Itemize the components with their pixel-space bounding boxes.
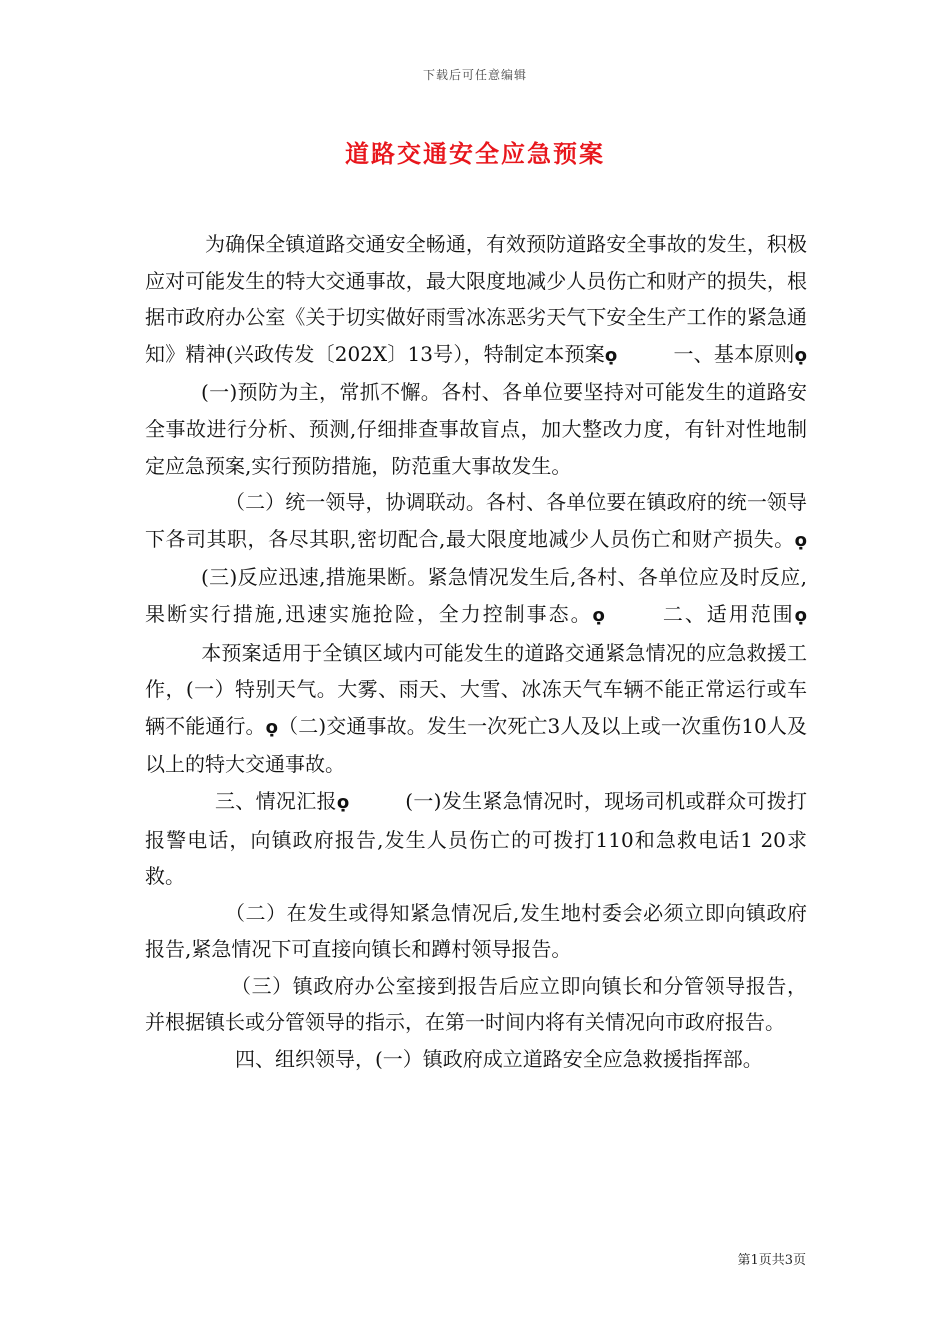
reporting-village-committee: （二）在发生或得知紧急情况后,发生地村委会必须立即向镇政府报告,紧急情况下可直接向镇长和蹲村领导报告。 xyxy=(145,900,807,962)
paragraph-2 xyxy=(145,484,807,783)
reporting-emergency-call: (一)发生紧急情况时，现场司机或群众可拨打报警电话，向镇政府报告,发生人员伤亡的可拨打110和急救电话1 20求救。 xyxy=(145,788,808,889)
paragraph-mark: ọ xyxy=(604,344,618,366)
paragraph-4 xyxy=(145,895,807,968)
header-note: 下载后可任意编辑 xyxy=(422,68,527,82)
paragraph-mark: ọ xyxy=(794,344,808,366)
heading-basic-principles: 一、基本原则 xyxy=(673,341,795,366)
paragraph-5 xyxy=(145,968,807,1041)
paragraph-6 xyxy=(145,1041,807,1078)
principle-unified-leadership: （二）统一领导，协调联动。各村、各单位要在镇政府的统一领导下各司其职，各尽其职,密切配合,最大限度地减少人员伤亡和财产损失。 xyxy=(145,490,807,551)
paragraph-mark: ọ xyxy=(592,604,605,626)
page-number: 第1页共3页 xyxy=(737,1253,806,1268)
heading-organization: 四、组织领导，(一）镇政府成立道路安全应急救援指挥部。 xyxy=(235,1047,763,1072)
paragraph-1 xyxy=(145,226,807,484)
scope-traffic-accident: （二)交通事故。发生一次死亡3人及以上或一次重伤10人及以上的特大交通事故。 xyxy=(145,713,808,777)
document-body xyxy=(145,226,807,1078)
paragraph-1-intro: 为确保全镇道路交通安全畅通，有效预防道路安全事故的发生，积极应对可能发生的特大交通事故，最大限度地减少人员伤亡和财产的损失，根据市政府办公室《关于切实做好雨雪冰冻恶劣天气下安全生产工作的紧急通知》精神(兴政传发〔202X〕13号），特制定本预案 xyxy=(145,232,807,366)
paragraph-mark: ọ xyxy=(794,604,808,626)
principle-prevention: (一)预防为主，常抓不懈。各村、各单位要坚持对可能发生的道路安全事故进行分析、预测,仔细排查事故盲点，加大整改力度，有针对性地制定应急预案,实行预防措施，防范重大事故发生。 xyxy=(145,380,807,478)
principle-rapid-response: (三)反应迅速,措施果断。紧急情况发生后,各村、各单位应及时反应,果断实行措施,迅速实施抢险，全力控制事态。 xyxy=(145,565,807,626)
paragraph-3 xyxy=(145,783,807,895)
paragraph-mark: ọ xyxy=(794,529,807,551)
paragraph-mark: ọ xyxy=(265,716,279,738)
document-title: 道路交通安全应急预案 xyxy=(345,139,605,168)
reporting-town-office: （三）镇政府办公室接到报告后应立即向镇长和分管领导报告，并根据镇长或分管领导的指示，在第一时间内将有关情况向市政府报告。 xyxy=(145,973,807,1035)
heading-scope: 二、适用范围 xyxy=(660,601,795,626)
paragraph-mark: ọ xyxy=(336,791,350,813)
scope-weather: 本预案适用于全镇区域内可能发生的道路交通紧急情况的应急救援工作，(一）特别天气。大雾、雨天、大雪、冰冻天气车辆不能正常运行或车辆不能通行。 xyxy=(145,640,807,738)
heading-reporting: 三、情况汇报 xyxy=(215,788,337,813)
